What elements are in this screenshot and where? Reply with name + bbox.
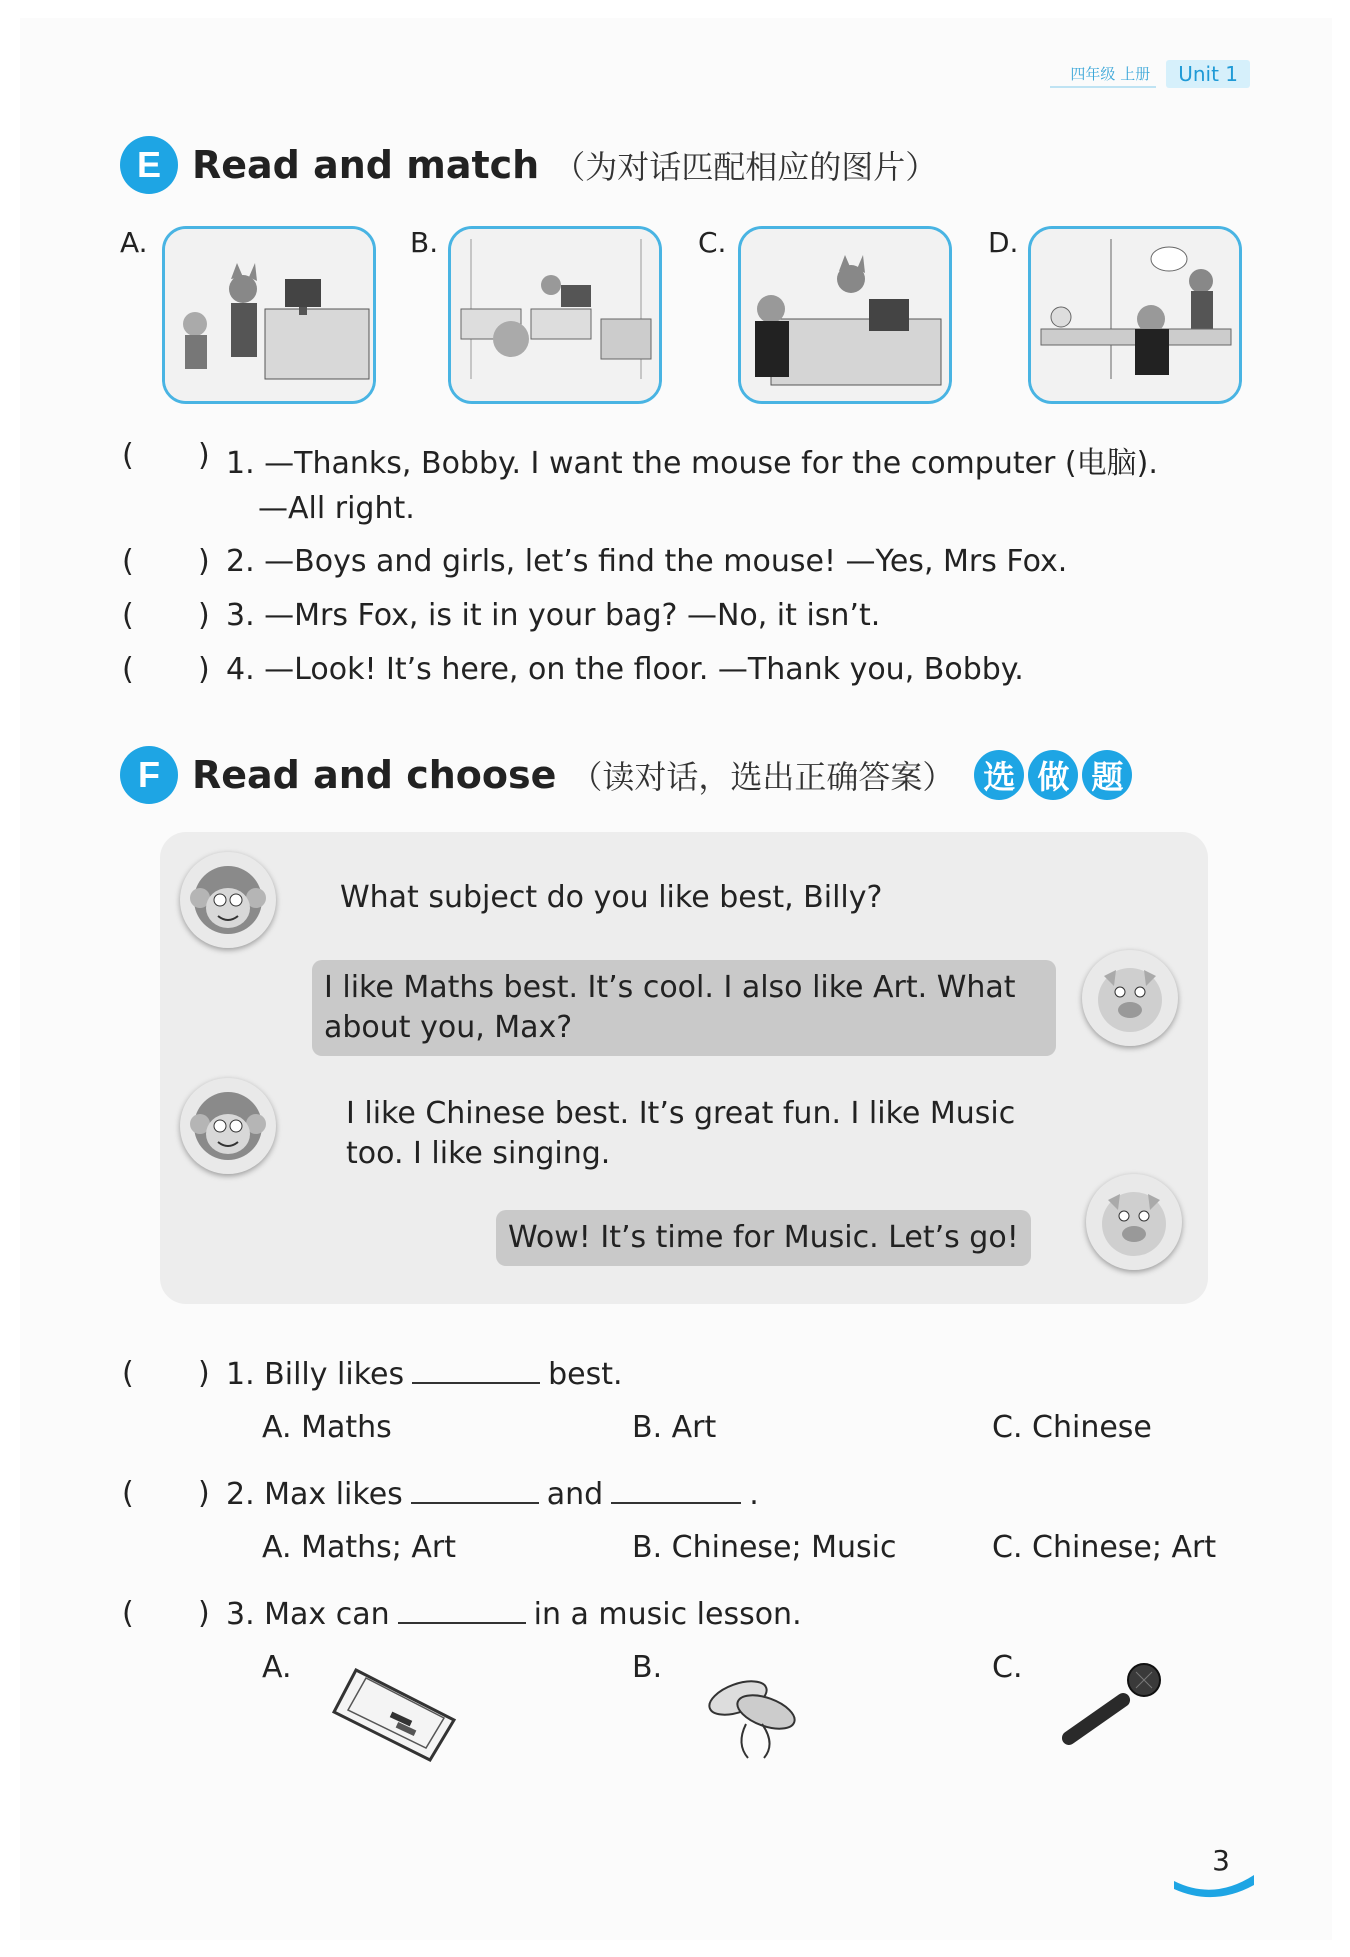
item-number: 3. (226, 598, 255, 633)
picture-letter: A. (120, 226, 148, 259)
answer-paren-right: ) (198, 598, 210, 633)
answer-blank[interactable] (611, 1476, 741, 1504)
question-stem: in a music lesson. (533, 1597, 802, 1632)
classroom-scene-image (1028, 226, 1242, 404)
pig-avatar-icon (1086, 1174, 1182, 1270)
monkey-avatar-icon (180, 852, 276, 948)
match-item-2 (226, 544, 1067, 579)
question-3 (226, 1596, 802, 1632)
section-e-title: Read and match (192, 143, 540, 187)
answer-blank[interactable] (411, 1476, 539, 1504)
answer-paren-left: ( (122, 438, 134, 473)
picture-row (120, 222, 1250, 402)
match-item-1-reply: —All right. (258, 491, 415, 526)
tag-char: 做 (1028, 750, 1078, 800)
dialog-line-1: What subject do you like best, Billy? (340, 880, 883, 915)
section-e-badge: E (120, 136, 178, 194)
item-number: 2. (226, 544, 255, 579)
answer-paren-right: ) (198, 1476, 210, 1511)
match-item-1 (226, 438, 1158, 482)
classroom-scene-image (448, 226, 662, 404)
drawing-board-icon (326, 1660, 466, 1770)
answer-paren-right: ) (198, 544, 210, 579)
page-header (1050, 60, 1250, 88)
item-text: —Mrs Fox, is it in your bag? —No, it isn’t. (264, 598, 881, 633)
dialog-line-3: I like Chinese best. It’s great fun. I like Music too. I like singing. (346, 1096, 1016, 1171)
option-a[interactable]: A. Maths (262, 1410, 392, 1445)
page-corner-wave-icon (1174, 1871, 1254, 1901)
option-a[interactable]: A. Maths; Art (262, 1530, 457, 1565)
item-text: —Boys and girls, let’s find the mouse! —Yes, Mrs Fox. (264, 544, 1068, 579)
answer-paren-left: ( (122, 598, 134, 633)
section-f-title: Read and choose (192, 753, 557, 797)
picture-letter: C. (698, 226, 727, 259)
dialog-line-4: Wow! It’s time for Music. Let’s go! (496, 1210, 1031, 1266)
item-text: —Thanks, Bobby. I want the mouse for the computer (电脑). (264, 446, 1158, 481)
option-b[interactable]: B. Art (632, 1410, 717, 1445)
question-1 (226, 1356, 623, 1392)
optional-tag (974, 750, 1132, 800)
option-c[interactable]: C. Chinese (992, 1410, 1152, 1445)
item-number: 4. (226, 652, 255, 687)
picture-letter: D. (988, 226, 1019, 259)
answer-paren-right: ) (198, 1356, 210, 1391)
answer-paren-right: ) (198, 438, 210, 473)
dialog-line-2: I like Maths best. It’s cool. I also like Art. What about you, Max? (312, 960, 1056, 1056)
picture-letter: B. (410, 226, 439, 259)
page-number: 3 (1212, 1844, 1230, 1877)
section-e-heading (120, 136, 937, 194)
item-number: 1. (226, 446, 255, 481)
answer-paren-right: ) (198, 652, 210, 687)
grade-label: 四年级 上册 (1050, 63, 1156, 88)
answer-blank[interactable] (398, 1596, 526, 1624)
pig-avatar-icon (1082, 950, 1178, 1046)
answer-paren-left: ( (122, 1596, 134, 1631)
option-b[interactable]: B. Chinese; Music (632, 1530, 897, 1565)
tag-char: 题 (1082, 750, 1132, 800)
question-stem: 3. Max can (226, 1597, 390, 1632)
monkey-avatar-icon (180, 1078, 276, 1174)
section-f-subtitle: （读对话，选出正确答案） (570, 758, 955, 796)
match-item-3 (226, 598, 880, 633)
option-b[interactable]: B. (632, 1650, 663, 1685)
tag-char: 选 (974, 750, 1024, 800)
answer-paren-left: ( (122, 544, 134, 579)
match-item-4 (226, 652, 1024, 687)
section-f-heading (120, 746, 1132, 804)
option-c[interactable]: C. Chinese; Art (992, 1530, 1217, 1565)
classroom-scene-image (162, 226, 376, 404)
answer-paren-left: ( (122, 652, 134, 687)
item-text: —Look! It’s here, on the floor. —Thank you, Bobby. (264, 652, 1024, 687)
option-a[interactable]: A. (262, 1650, 292, 1685)
question-stem: . (749, 1477, 759, 1512)
ballet-shoes-icon (686, 1654, 826, 1764)
question-2 (226, 1476, 759, 1512)
classroom-scene-image (738, 226, 952, 404)
question-stem: 1. Billy likes (226, 1357, 405, 1392)
question-stem: and (546, 1477, 604, 1512)
section-e-subtitle: （为对话匹配相应的图片） (553, 148, 938, 186)
answer-paren-left: ( (122, 1476, 134, 1511)
answer-paren-right: ) (198, 1596, 210, 1631)
microphone-icon (1040, 1650, 1180, 1760)
option-c[interactable]: C. (992, 1650, 1023, 1685)
question-stem: 2. Max likes (226, 1477, 403, 1512)
answer-paren-left: ( (122, 1356, 134, 1391)
question-stem: best. (548, 1357, 623, 1392)
answer-blank[interactable] (412, 1356, 540, 1384)
section-f-badge: F (120, 746, 178, 804)
unit-label: Unit 1 (1166, 60, 1250, 88)
